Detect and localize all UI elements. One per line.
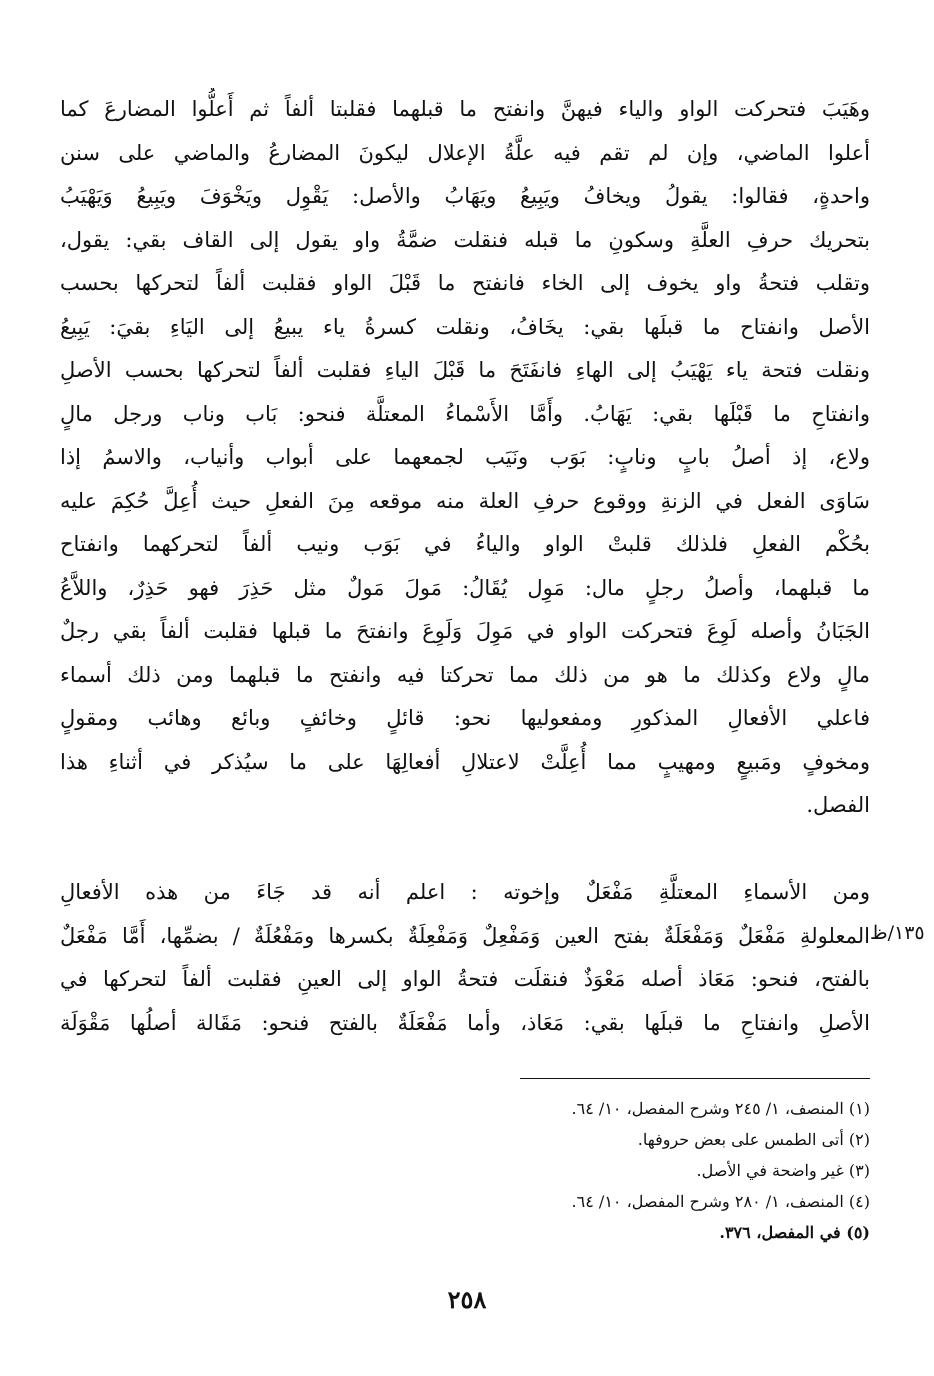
text-line: ومن الأسماءِ المعتلَّةِ مَفْعَلٌ وإخوته : اعلم أنه قد جَاءَ من هذه الأفعالِ [60,880,870,904]
main-text [60,88,870,1045]
page-number: ٢٥٨ [447,1285,487,1314]
text-line: بحُكْم الفعلِ فلذلك قلبتْ الواو والياءُ في بَوَب ونيب ألفاً لتحركهما وانفتاح [60,532,870,556]
footnotes [330,1093,870,1248]
text-line: وهَيَبَ فتحركت الواو والياء فيهنَّ وانفتح ما قبلهما فقلبتا ألفاً ثم أَعلُّوا المضارعَ كما [60,97,870,121]
text-line: ونقلت فتحة ياء يَهْيَبُ إلى الهاءِ فانفَتَحَ ما قَبْلَ الياءِ فقلبت ألفاً لتحركها بحسب الأصلِ [60,358,870,382]
text-line: الجَبَانُ وأصله لَوِعَ فتحركت الواو في مَوِلَ وَلَوِعَ وانفتحَ ما قبلها فقلبت ألفاً بقي رجلٌ [60,619,870,643]
text-line: وتقلب فتحةُ واو يخوف إلى الخاء فانفتح ما قَبْلَ الواو فقلبت ألفاً لتحركها بحسب [60,271,870,295]
text-line: المعلولةِ مَفْعَلٌ وَمَفْعَلَةٌ بفتح العين وَمَفْعِلٌ وَمَفْعِلَةٌ بكسرها ومَفْعُلَةٌ / بضمِّها، أَمَّا مَفْعَلٌ [60,923,870,948]
manuscript-folio-marker: ١٣٥/ظ [870,922,925,944]
text-line: ومخوفٍ ومَبيعٍ ومهيبٍ مما أُعِلَّتْ لاعتلالِ أفعالِهَا على ما سيُذكر في أثناءِ هذا [60,749,870,774]
footnote: (٣) غير واضحة في الأصل. [696,1161,870,1180]
text-line: فاعلي الأفعالِ المذكورِ ومفعوليها نحو: قائلٍ وخائفٍ وبائع وهائب ومقولٍ [60,706,870,730]
text-line: أعلوا الماضي، وإن لم تقم فيه علَّةُ الإعلال ليكونَ المضارعُ والماضي على سنن [60,140,870,165]
text-line: بتحريك حرفِ العلَّةِ وسكونِ ما قبله فنقلت ضمَّةُ واو يقول إلى القاف بقي: يقول، [60,227,870,252]
text-line: ولاع، إذ أصلُ بابٍ ونابٍ: بَوَب ونَيَب لجمعهما على أبواب وأنياب، والاسمُ إذا [60,445,870,469]
text-line: مالٍ ولاع وكذلك ما هو من ذلك مما تحركتا فيه وانفتح ما قبلهما ومن ذلك أسماء [60,662,870,687]
text-line: سَاوَى الفعل في الزنةِ ووقوع حرفِ العلة منه موقعه مِنَ الفعلِ حيث أُعِلَّ حُكِمَ عليه [60,488,870,513]
text-line: الأصلِ وانفتاحِ ما قبلَها بقي: مَعَاذ، وأما مَفْعَلَةٌ بالفتح فنحو: مَقَالة أصلُها مَقْوَلَة [60,1010,870,1035]
text-line: وانفتاحِ ما قَبْلَها بقي: يَهَابُ. وأَمَّا الأَسْماءُ المعتلَّة فنحو: بَاب وناب ورجل مالٍ [60,401,870,426]
paragraph-gap [60,828,870,872]
footnote-divider [520,1078,870,1079]
text-line: ما قبلهما، وأصلُ رجلٍ مال: مَوِل يُقَالُ: مَولَ مَولٌ مثل حَذِرَ فهو حَذِرٌ، واللاَّعُ [60,575,870,600]
text-line: الأصل وانفتاح ما قبلَها بقي: يخَافُ، ونقلت كسرةُ ياء يبيعُ إلى اليَاءِ بقيَ: يَبِيعُ [60,314,870,339]
text-line: الفصل. [806,793,870,817]
footnote: (٥) في المفصل، ٣٧٦. [719,1223,870,1242]
text-line: واحدةٍ، فقالوا: يقولُ ويخافُ ويَبِيعُ ويَهَابُ والأصل: يَقْوِل ويَخْوَفَ ويَبِيعُ وَيَهْيَبُ [60,184,870,208]
footnote: (٢) أتى الطمس على بعض حروفها. [637,1130,870,1149]
footnote: (٤) المنصف، ١/ ٢٨٠ وشرح المفصل، ١٠/ ٦٤. [571,1192,870,1211]
footnote: (١) المنصف، ١/ ٢٤٥ وشرح المفصل، ١٠/ ٦٤. [571,1099,870,1118]
text-line: بالفتح، فنحو: مَعَاذ أصله مَعْوَذٌ فنقلَت فتحةُ الواو إلى العينِ فقلبت ألفاً لتحركها في [60,967,870,991]
